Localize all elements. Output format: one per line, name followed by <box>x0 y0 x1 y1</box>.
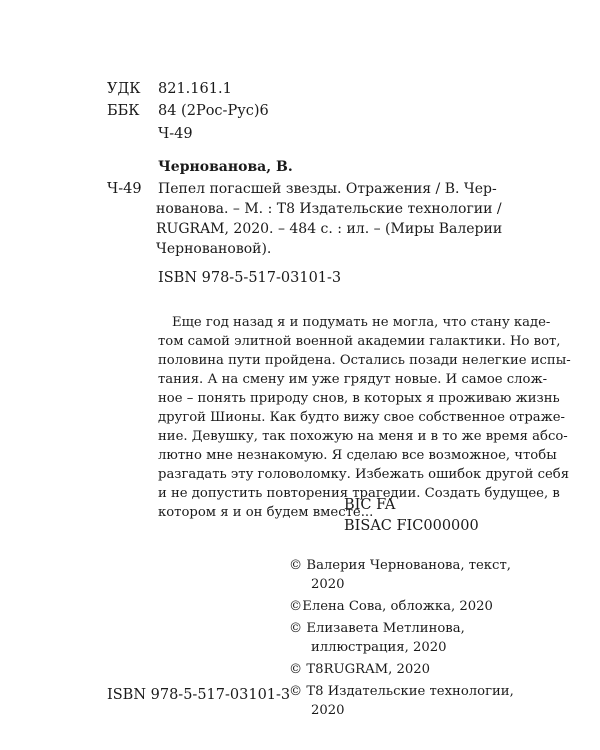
catalog-entry <box>158 179 502 259</box>
annotation-line: разгадать эту головоломку. Избежать ошибок другой себя <box>158 467 570 482</box>
annotation-line: другой Шионы. Как будто вижу свое собственное отраже- <box>158 410 566 425</box>
annotation-line: тания. А на смену им уже грядут новые. И самое слож- <box>158 372 548 387</box>
author-sign: Ч-49 <box>158 126 193 142</box>
annotation <box>158 313 571 522</box>
bisac-code: BISAC FIC000000 <box>344 518 479 534</box>
bic-code: BIC FA <box>344 497 396 513</box>
copyright-line: © T8RUGRAM, 2020 <box>289 662 431 677</box>
subject-codes <box>344 495 479 537</box>
copyright-line: © Елизавета Метлинова, <box>289 621 465 636</box>
annotation-line: том самой элитной военной академии галактики. Но вот, <box>158 334 561 349</box>
catalog-entry-line: Пепел погасшей звезды. Отражения / В. Чер- <box>158 181 497 197</box>
annotation-line: половина пути пройдена. Остались позади нелегкие испы- <box>158 353 571 368</box>
copyright-notices <box>289 556 514 720</box>
udk-label: УДК <box>107 81 141 97</box>
udk-value: 821.161.1 <box>158 81 232 97</box>
catalog-author: Чернованова, В. <box>158 159 293 175</box>
annotation-line: лютно мне незнакомую. Я сделаю все возможное, чтобы <box>158 448 557 463</box>
copyright-line: 2020 <box>311 703 345 718</box>
bbk-value: 84 (2Рос-Рус)6 <box>158 103 269 119</box>
catalog-entry-line: RUGRAM, 2020. – 484 с. : ил. – (Миры Валерии <box>156 221 503 237</box>
annotation-line: ние. Девушку, так похожую на меня и в то же время абсо- <box>158 429 568 444</box>
copyright-line: иллюстрация, 2020 <box>311 640 447 655</box>
copyright-line: © Валерия Чернованова, текст, <box>289 558 511 573</box>
bottom-isbn: ISBN 978-5-517-03101-3 <box>107 687 291 703</box>
catalog-entry-line: нованова. – М. : Т8 Издательские технологии / <box>156 201 502 217</box>
copyright-line: ©Елена Сова, обложка, 2020 <box>289 599 493 614</box>
catalog-sign: Ч-49 <box>107 181 142 197</box>
catalog-entry-line: Черновановой). <box>156 241 272 257</box>
annotation-line: и не допустить повторения трагедии. Создать будущее, в <box>158 486 560 501</box>
annotation-line: котором я и он будем вместе... <box>158 505 374 520</box>
annotation-line: Еще год назад я и подумать не могла, что стану каде- <box>172 315 551 330</box>
annotation-line: ное – понять природу снов, в которых я проживаю жизнь <box>158 391 560 406</box>
copyright-line: 2020 <box>311 577 345 592</box>
bbk-label: ББК <box>107 103 140 119</box>
copyright-line: © Т8 Издательские технологии, <box>289 684 514 699</box>
catalog-isbn: ISBN 978-5-517-03101-3 <box>158 270 342 286</box>
